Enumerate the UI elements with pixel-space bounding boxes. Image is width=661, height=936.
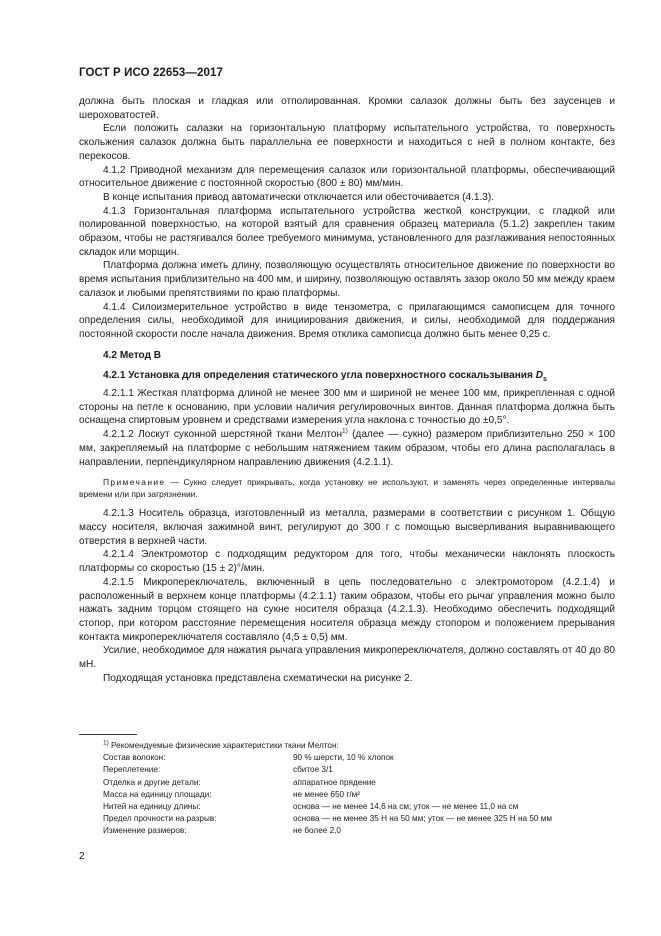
- paragraph-text: 4.2.1.2 Лоскут суконной шерстяной ткани Мелтон: [103, 429, 343, 441]
- footnote-key: Масса на единицу площади:: [103, 789, 212, 799]
- paragraph: 4.2.1.5 Микропереключатель, включенный в цепь последовательно с электромотором (4.2.1.4) и расположенный в верхнем конце платформы (4.2.1.1) таким образом, чтобы его рычаг управления можно было нажать задним торцом стоящего на сукне носителя образца (4.2.1.3). Необходимо обеспечить подходящий стопор, при котором расстояние перемещения носителя образца между стопором и положением прерывания контакта микропереключателя составляло (4,5 ± 0,5) мм.: [79, 576, 615, 643]
- footnote-value: не более 2,0: [293, 826, 341, 836]
- footnote: [79, 740, 615, 838]
- footnote-intro-text: Рекомендуемые физические характеристики ткани Мелтон:: [108, 741, 339, 750]
- paragraph: Если положить салазки на горизонтальную платформу испытательного устройства, то поверхность скольжения салазок должна быть параллельна ее поверхности и находиться с ней в полном контакте, без перекосов.: [79, 123, 615, 162]
- subsection-heading: [79, 369, 615, 387]
- footnote-row: [79, 789, 615, 801]
- footnote-key: Предел прочности на разрыв:: [103, 814, 217, 824]
- footnote-value: основа — не менее 35 Н на 50 мм; уток — не менее 325 Н на 50 мм: [293, 814, 552, 824]
- page-number: 2: [79, 851, 85, 862]
- footnote-intro: [79, 740, 615, 752]
- footnote-key: Изменение размеров:: [103, 826, 187, 836]
- paragraph: 4.1.2 Приводной механизм для перемещения салазок или горизонтальной платформы, обеспечивающий относительное движение с постоянной скоростью (800 ± 80) мм/мин.: [79, 164, 615, 190]
- paragraph: 4.1.4 Силоизмерительное устройство в виде тензометра, с прилагающимся самописцем для точного определения силы, необходимой для инициирования движения, и силы, необходимой для поддержания постоянной скорости после начала движения. Время отклика самописца должно быть менее 0,25 с.: [79, 301, 615, 340]
- paragraph: должна быть плоская и гладкая или отполированная. Кромки салазок должны быть без заусенцев и шероховатостей.: [79, 96, 615, 121]
- footnote-key: Состав волокон:: [103, 753, 166, 763]
- footnote-row: [79, 813, 615, 825]
- paragraph: [79, 428, 615, 469]
- footnote-value: аппаратное прядение: [293, 777, 376, 787]
- footnote-row: [79, 777, 615, 789]
- paragraph: 4.1.3 Горизонтальная платформа испытательного устройства жесткой конструкции, с гладкой или полированной поверхностью, на которой взятый для сравнения образец материала (5.1.2) закреплен таким образом, чтобы не растягивался более требуемого минимума, установленного для разглаживания непостоянных складок или морщин.: [79, 205, 615, 258]
- footnote-value: не менее 650 г/м²: [293, 789, 360, 799]
- paragraph: В конце испытания привод автоматически отключается или обесточивается (4.1.3).: [103, 191, 495, 203]
- note-text: — Сукно следует прикрывать, когда установку не используют, и заменять через определенные интервалы времени или при загрязнении.: [79, 477, 615, 500]
- footnote-key: Переплетение:: [103, 765, 161, 775]
- paragraph-text: (далее — сукно) размером приблизительно 250 × 100 мм, закрепляемый на платформе с небольшим натяжением таким образом, чтобы его длина располагалась в направлении, перпендикулярном направлению движения (4.2.1.1).: [79, 429, 615, 468]
- note: [79, 476, 615, 500]
- footnote-value: 90 % шерсти, 10 % хлопок: [293, 753, 394, 763]
- note-label: Примечание: [103, 477, 166, 488]
- paragraph: Платформа должна иметь длину, позволяющую осуществлять относительное движение по поверхности во время испытания приблизительно на 400 мм, и ширину, позволяющую оставлять зазор около 50 мм между краем салазок и любыми препятствиями по краю платформы.: [79, 260, 615, 299]
- footnote-row: [79, 825, 615, 837]
- paragraph: Подходящая установка представлена схематически на рисунке 2.: [103, 672, 413, 684]
- subsection-heading-text: 4.2.1 Установка для определения статического угла поверхностного соскальзывания: [103, 370, 536, 382]
- document-header: ГОСТ Р ИСО 22653—2017: [79, 67, 224, 79]
- document-body: [79, 95, 615, 685]
- symbol-subscript: s: [543, 376, 547, 384]
- symbol-d: D: [535, 370, 544, 382]
- footnote-marker: 1): [103, 739, 109, 747]
- footnote-divider: [79, 734, 137, 735]
- footnote-row: [79, 752, 615, 764]
- paragraph: 4.2.1.4 Электромотор с подходящим редуктором для того, чтобы механически наклонять плоскость платформы со скоростью (15 ± 2)°/мин.: [79, 549, 615, 575]
- footnote-value: основа — не менее 14,6 на см; уток — не менее 11,0 на см: [293, 802, 519, 812]
- footnote-key: Нитей на единицу длины:: [103, 802, 201, 812]
- footnote-row: [79, 801, 615, 813]
- section-heading: 4.2 Метод В: [103, 349, 162, 361]
- paragraph: Усилие, необходимое для нажатия рычага управления микропереключателя, должно составлять от 40 до 80 мН.: [79, 645, 615, 671]
- footnote-row: [79, 764, 615, 776]
- footnote-value: сбитое 3/1: [293, 765, 333, 775]
- footnote-key: Отделка и другие детали:: [103, 777, 201, 787]
- paragraph: 4.2.1.3 Носитель образца, изготовленный из металла, размерами в соответствии с рисунком 1. Общую массу носителя, включая зажимной винт, регулируют до 300 г с помощью высверливания выравнивающего отверстия в верхней части.: [79, 508, 615, 547]
- footnote-ref[interactable]: 1): [342, 427, 348, 435]
- paragraph: 4.2.1.1 Жесткая платформа длиной не менее 300 мм и шириной не менее 100 мм, прикрепленная с одной стороны на петле к основанию, при условии наличия регулировочных винтов. Данная платформа должна быть оснащена спиртовым уровнем и средствами измерения угла наклона с точностью до ±0,5°.: [79, 388, 615, 427]
